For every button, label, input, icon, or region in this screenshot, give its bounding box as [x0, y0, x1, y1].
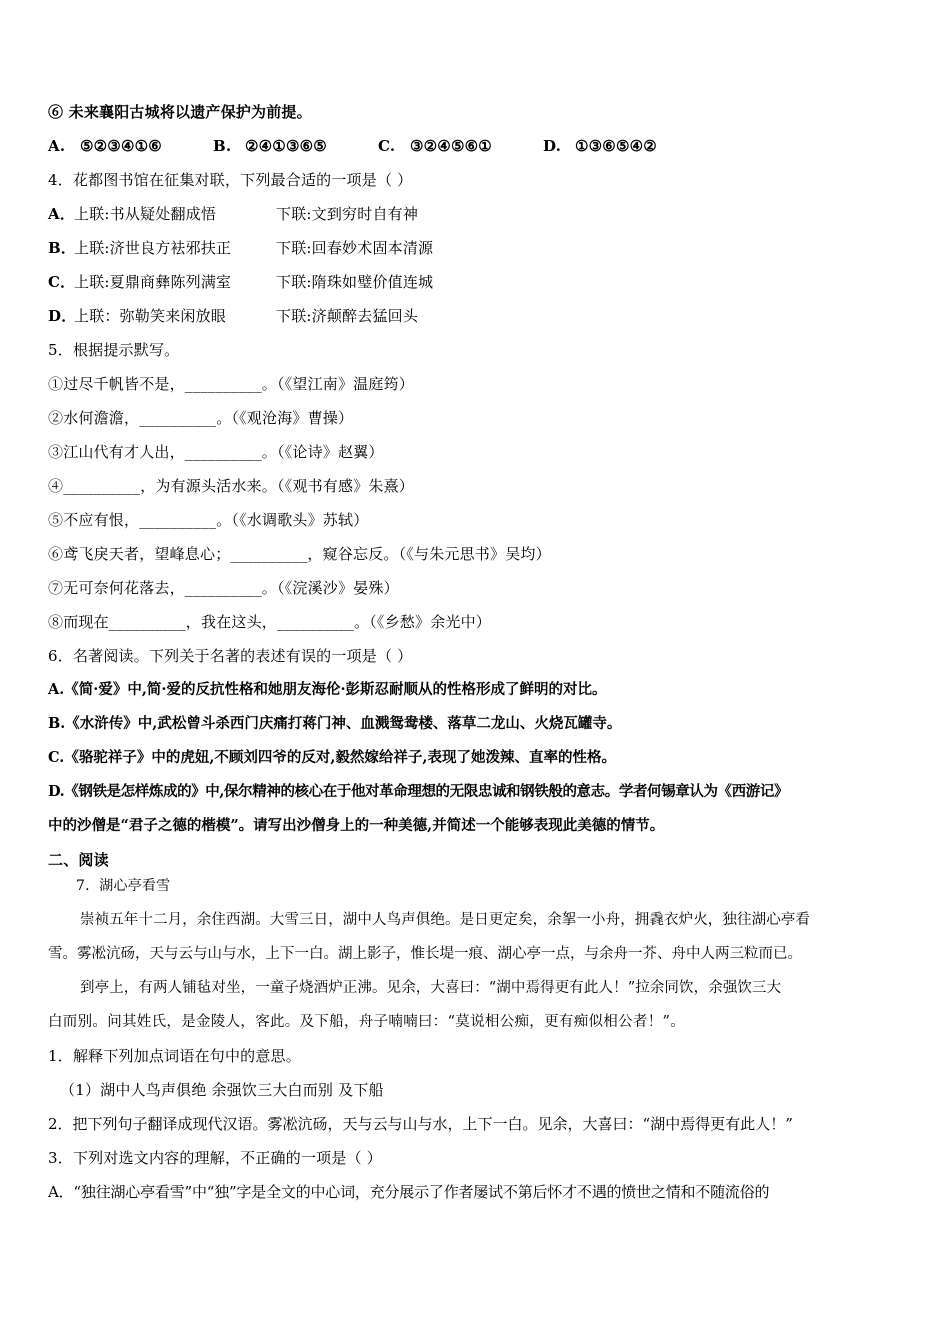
q6-stem: 6．名著阅读。下列关于名著的表述有误的一项是（ ） [48, 647, 413, 665]
q7-sub1: 1．解释下列加点词语在句中的意思。 [48, 1047, 301, 1065]
q4-option-a [48, 204, 418, 224]
q6-option-b: B.《水浒传》中,武松曾斗杀西门庆痛打蒋门神、血溅鸳鸯楼、落草二龙山、火烧瓦罐寺。 [48, 715, 622, 732]
q4-option-c-label: C． [48, 273, 76, 291]
q7-sub2: 2．把下列句子翻译成现代汉语。雾凇沆砀，天与云与山与水，上下一白。见余，大喜曰：“湖中焉得更有此人！” [48, 1115, 793, 1133]
q4-option-c [48, 272, 433, 292]
passage-line-2: 雪。雾凇沆砀，天与云与山与水，上下一白。湖上影子，惟长堤一痕、湖心亭一点，与余舟一芥、舟中人两三粒而已。 [48, 946, 802, 962]
q5-item-3: ③江山代有才人出，__________。（《论诗》赵翼） [48, 443, 384, 461]
q4-stem: 4．花都图书馆在征集对联，下列最合适的一项是（ ） [48, 171, 413, 189]
q3-option-d-text: ①③⑥⑤④② [575, 137, 657, 155]
q4-option-d-upper: 上联：弥勒笑来闲放眼 [74, 307, 227, 325]
q4-option-b-lower: 下联:回春妙术固本清源 [276, 239, 434, 257]
q3-option-d-label: D. [543, 137, 562, 155]
q4-option-d-lower: 下联:济颠醉去猛回头 [276, 307, 419, 325]
q3-option-b-label: B. [213, 137, 232, 155]
q4-option-b [48, 238, 433, 258]
q3-item-6: ⑥ 未来襄阳古城将以遗产保护为前提。 [48, 103, 312, 121]
q4-option-a-lower: 下联:文到穷时自有神 [276, 205, 419, 223]
q3-option-c-text: ③②④⑤⑥① [410, 137, 492, 155]
q6-option-d: D.《钢铁是怎样炼成的》中,保尔精神的核心在于他对革命理想的无限忠诚和钢铁般的意志。学者何锡章认为《西游记》 [48, 783, 789, 800]
q4-option-a-upper: 上联:书从疑处翻成悟 [74, 205, 217, 223]
passage-line-1: 崇祯五年十二月，余住西湖。大雪三日，湖中人鸟声俱绝。是日更定矣，余挐一小舟，拥毳衣炉火，独往湖心亭看 [80, 912, 810, 928]
q7-sub3: 3．下列对选文内容的理解，不正确的一项是（ ） [48, 1149, 382, 1167]
q3-option-a-label: A. [48, 137, 66, 155]
q7-sub3-option-a: A．“独往湖心亭看雪”中“独”字是全文的中心词，充分展示了作者屡试不第后怀才不遇的愤世之情和不随流俗的 [48, 1183, 770, 1201]
section-heading-reading: 二、阅读 [48, 851, 109, 869]
q3-option-a-text: ⑤②③④①⑥ [80, 137, 162, 155]
q3-option-b-text: ②④①③⑥⑤ [245, 137, 327, 155]
passage-line-3: 到亭上，有两人铺毡对坐，一童子烧酒炉正沸。见余，大喜曰：“湖中焉得更有此人！”拉余同饮，余强饮三大 [80, 980, 782, 996]
passage-line-4: 白而别。问其姓氏，是金陵人，客此。及下船，舟子喃喃曰：“莫说相公痴，更有痴似相公者！”。 [48, 1014, 686, 1030]
q3-option-c-label: C. [378, 137, 396, 155]
q4-option-c-upper: 上联:夏鼎商彝陈列满室 [74, 273, 232, 291]
q5-stem: 5．根据提示默写。 [48, 341, 180, 359]
q3-options [48, 136, 657, 156]
q4-option-b-label: B． [48, 239, 77, 257]
q4-option-d-label: D． [48, 307, 77, 325]
q6-continuation: 中的沙僧是“君子之德的楷模”。请写出沙僧身上的一种美德,并简述一个能够表现此美德的情节。 [48, 817, 665, 834]
q5-item-7: ⑦无可奈何花落去，__________。（《浣溪沙》晏殊） [48, 579, 399, 597]
q5-item-8: ⑧而现在__________，我在这头，__________。（《乡愁》余光中） [48, 613, 492, 631]
q6-option-a: A.《简·爱》中,简·爱的反抗性格和她朋友海伦·彭斯忍耐顺从的性格形成了鲜明的对比。 [48, 681, 607, 698]
q5-item-1: ①过尽千帆皆不是，__________。（《望江南》温庭筠） [48, 375, 415, 393]
q7-sub1-items: （1）湖中人鸟声俱绝 余强饮三大白而别 及下船 [60, 1081, 384, 1099]
q5-item-5: ⑤不应有恨，__________。（《水调歌头》苏轼） [48, 511, 369, 529]
q4-option-c-lower: 下联:隋珠如璧价值连城 [276, 273, 434, 291]
q6-option-c: C.《骆驼祥子》中的虎妞,不顾刘四爷的反对,毅然嫁给祥子,表现了她泼辣、直率的性格。 [48, 749, 616, 766]
q7-title: 7．湖心亭看雪 [76, 878, 171, 894]
q5-item-2: ②水何澹澹，__________。（《观沧海》曹操） [48, 409, 354, 427]
q5-item-6: ⑥鸢飞戾天者，望峰息心；__________，窥谷忘反。（《与朱元思书》吴均） [48, 545, 551, 563]
q5-item-4: ④__________，为有源头活水来。（《观书有感》朱熹） [48, 477, 415, 495]
q4-option-b-upper: 上联:济世良方袪邪扶正 [74, 239, 232, 257]
q4-option-d [48, 306, 418, 326]
q4-option-a-label: A． [48, 205, 76, 223]
